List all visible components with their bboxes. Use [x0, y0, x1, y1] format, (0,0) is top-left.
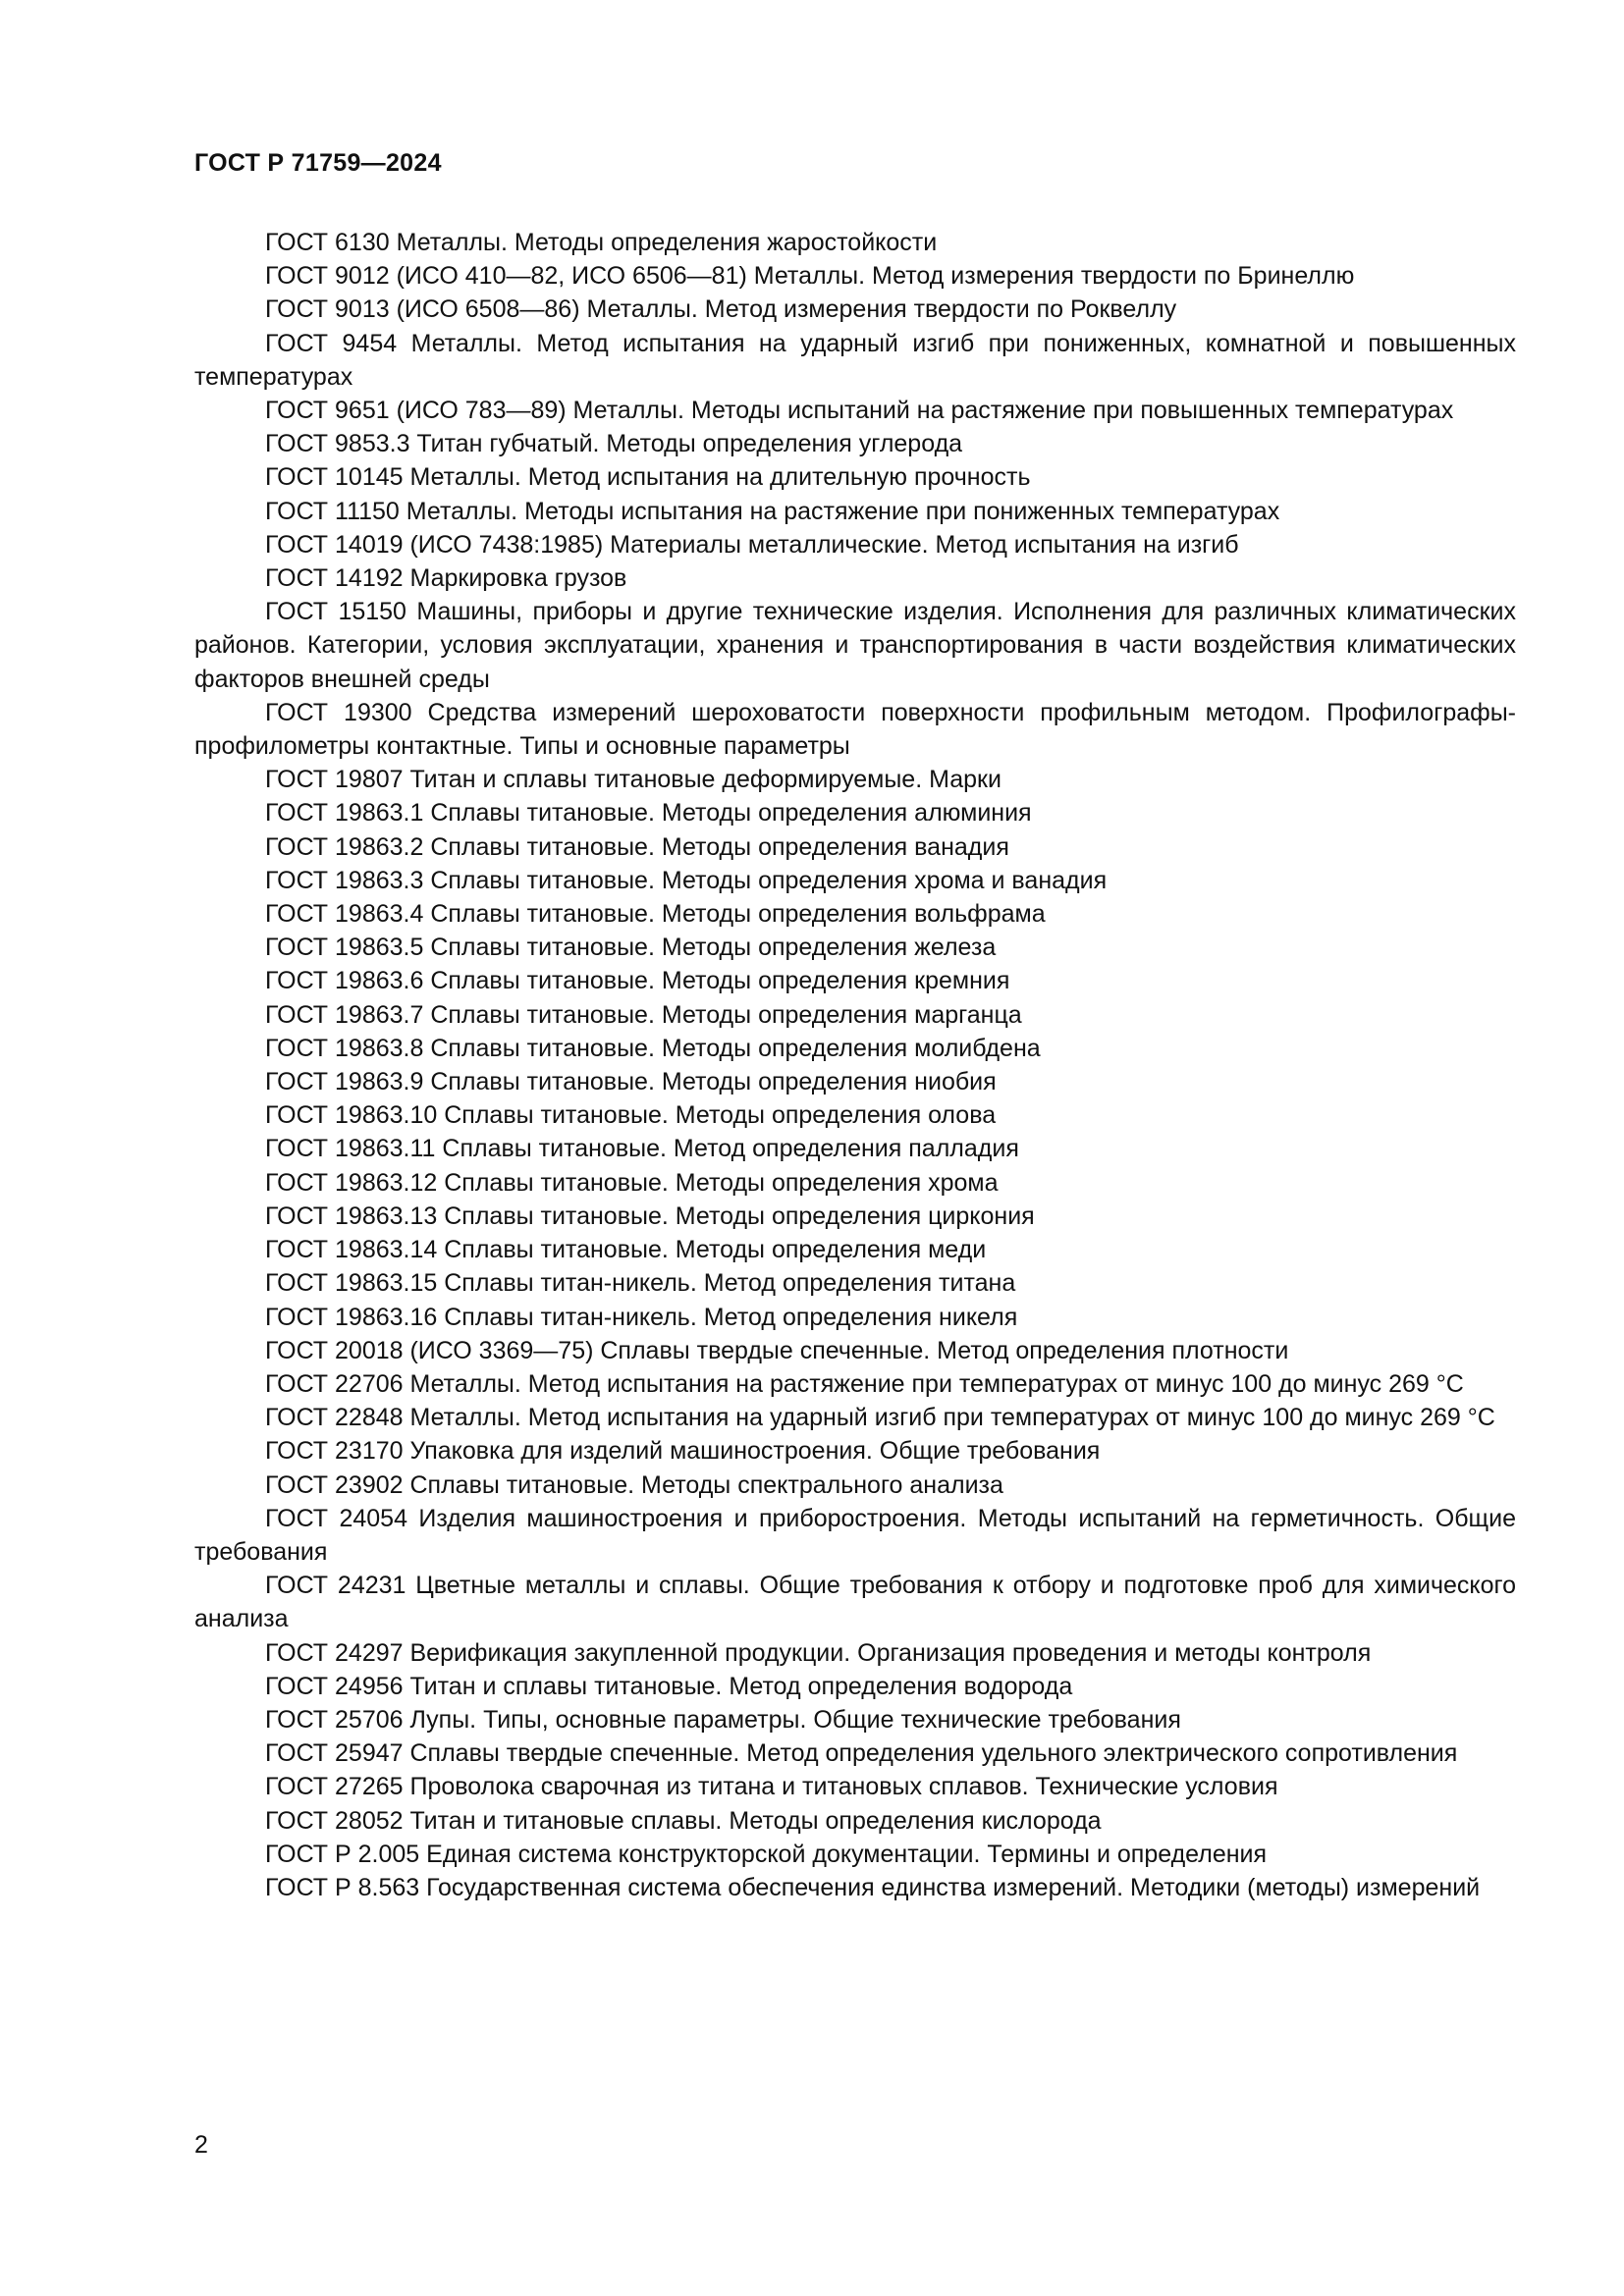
- reference-entry: ГОСТ 19863.6 Сплавы титановые. Методы определения кремния: [265, 967, 1010, 995]
- reference-entry: ГОСТ 14192 Маркировка грузов: [265, 564, 627, 593]
- reference-entry: ГОСТ 25947 Сплавы твердые спеченные. Метод определения удельного электрического сопротивления: [265, 1739, 1458, 1768]
- reference-entry: ГОСТ 9454 Металлы. Метод испытания на ударный изгиб при пониженных, комнатной и повышенных температурах: [194, 329, 1516, 391]
- reference-entry: ГОСТ 24231 Цветные металлы и сплавы. Общие требования к отбору и подготовке проб для химического анализа: [194, 1572, 1516, 1633]
- reference-entry: ГОСТ 19863.14 Сплавы титановые. Методы определения меди: [265, 1236, 987, 1264]
- reference-entry: ГОСТ 19807 Титан и сплавы титановые деформируемые. Марки: [265, 766, 1001, 794]
- page-number: 2: [194, 2131, 208, 2159]
- reference-entry: ГОСТ 23902 Сплавы титановые. Методы спектрального анализа: [265, 1470, 1003, 1499]
- reference-entry: ГОСТ 14019 (ИСО 7438:1985) Материалы металлические. Метод испытания на изгиб: [265, 530, 1239, 559]
- reference-entry: ГОСТ 10145 Металлы. Метод испытания на длительную прочность: [265, 463, 1031, 492]
- reference-entry: ГОСТ 22706 Металлы. Метод испытания на растяжение при температурах от минус 100 до минус 269 °C: [265, 1369, 1464, 1398]
- reference-entry: ГОСТ 9853.3 Титан губчатый. Методы определения углерода: [265, 430, 963, 458]
- reference-entry: ГОСТ 27265 Проволока сварочная из титана и титановых сплавов. Технические условия: [265, 1773, 1278, 1801]
- reference-entry: ГОСТ 19300 Средства измерений шероховатости поверхности профильным методом. Профилографы-профилометры контактные. Типы и основные параметры: [194, 698, 1516, 761]
- normative-references-list: [194, 226, 1516, 1904]
- reference-entry: ГОСТ 6130 Металлы. Методы определения жаростойкости: [265, 229, 938, 256]
- reference-entry: ГОСТ 19863.2 Сплавы титановые. Методы определения ванадия: [265, 832, 1009, 861]
- reference-entry: ГОСТ Р 2.005 Единая система конструкторской документации. Термины и определения: [265, 1840, 1268, 1868]
- reference-entry: ГОСТ 19863.12 Сплавы титановые. Методы определения хрома: [265, 1168, 999, 1197]
- reference-entry: ГОСТ 19863.15 Сплавы титан-никель. Метод определения титана: [265, 1269, 1016, 1298]
- reference-entry: ГОСТ 19863.3 Сплавы титановые. Методы определения хрома и ванадия: [265, 866, 1108, 894]
- reference-entry: ГОСТ 9012 (ИСО 410—82, ИСО 6506—81) Металлы. Метод измерения твердости по Бринеллю: [265, 262, 1355, 291]
- reference-entry: ГОСТ 19863.1 Сплавы титановые. Методы определения алюминия: [265, 799, 1032, 828]
- reference-entry: ГОСТ 11150 Металлы. Методы испытания на растяжение при пониженных температурах: [265, 497, 1280, 525]
- reference-entry: ГОСТ 22848 Металлы. Метод испытания на ударный изгиб при температурах от минус 100 до минус 269 °C: [265, 1404, 1495, 1432]
- reference-entry: ГОСТ 9651 (ИСО 783—89) Металлы. Методы испытаний на растяжение при повышенных температурах: [265, 397, 1454, 425]
- reference-entry: ГОСТ 19863.10 Сплавы титановые. Методы определения олова: [265, 1101, 997, 1130]
- reference-entry: ГОСТ 25706 Лупы. Типы, основные параметры. Общие технические требования: [265, 1705, 1181, 1734]
- reference-entry: ГОСТ 24054 Изделия машиностроения и приборостроения. Методы испытаний на герметичность. Общие требования: [194, 1504, 1516, 1566]
- reference-entry: ГОСТ 19863.16 Сплавы титан-никель. Метод определения никеля: [265, 1303, 1018, 1331]
- reference-entry: ГОСТ 19863.5 Сплавы титановые. Методы определения железа: [265, 934, 997, 962]
- reference-entry: ГОСТ 19863.13 Сплавы титановые. Методы определения циркония: [265, 1201, 1035, 1230]
- reference-entry: ГОСТ 19863.11 Сплавы титановые. Метод определения палладия: [265, 1135, 1019, 1163]
- reference-entry: ГОСТ 24956 Титан и сплавы титановые. Метод определения водорода: [265, 1672, 1073, 1700]
- reference-entry: ГОСТ 23170 Упаковка для изделий машиностроения. Общие требования: [265, 1437, 1101, 1466]
- reference-entry: ГОСТ Р 8.563 Государственная система обеспечения единства измерений. Методики (методы) измерений: [265, 1873, 1481, 1901]
- reference-entry: ГОСТ 19863.4 Сплавы титановые. Методы определения вольфрама: [265, 900, 1046, 929]
- document-header: ГОСТ Р 71759—2024: [194, 149, 442, 177]
- reference-entry: ГОСТ 15150 Машины, приборы и другие технические изделия. Исполнения для различных климатических районов. Категории, условия эксплуатации, хранения и транспортирования в части воздействия климатических факторов внешней среды: [194, 598, 1516, 693]
- reference-entry: ГОСТ 19863.7 Сплавы титановые. Методы определения марганца: [265, 1000, 1022, 1029]
- reference-entry: ГОСТ 19863.8 Сплавы титановые. Методы определения молибдена: [265, 1034, 1041, 1062]
- reference-entry: ГОСТ 20018 (ИСО 3369—75) Сплавы твердые спеченные. Метод определения плотности: [265, 1336, 1289, 1364]
- reference-entry: ГОСТ 19863.9 Сплавы титановые. Методы определения ниобия: [265, 1068, 997, 1096]
- reference-entry: ГОСТ 28052 Титан и титановые сплавы. Методы определения кислорода: [265, 1806, 1102, 1835]
- reference-entry: ГОСТ 24297 Верификация закупленной продукции. Организация проведения и методы контроля: [265, 1638, 1372, 1667]
- reference-entry: ГОСТ 9013 (ИСО 6508—86) Металлы. Метод измерения твердости по Роквеллу: [265, 295, 1177, 324]
